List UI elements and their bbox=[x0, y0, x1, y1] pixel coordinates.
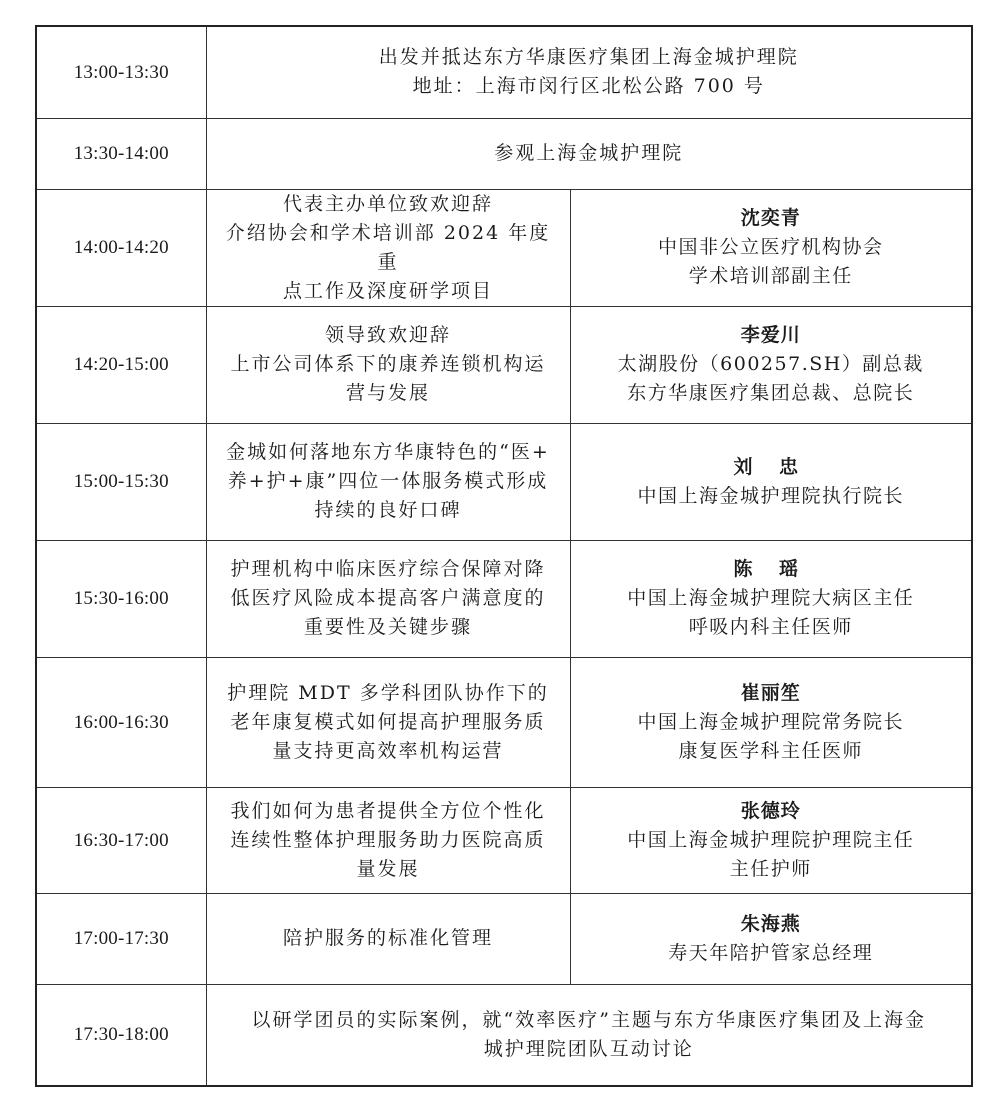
agenda-table bbox=[35, 25, 973, 1087]
agenda-row bbox=[36, 189, 972, 306]
topic-line: 我们如何为患者提供全方位个性化 bbox=[230, 799, 546, 822]
activity-line: 以研学团员的实际案例，就“效率医疗”主题与东方华康医疗集团及上海金 bbox=[251, 1008, 926, 1031]
speaker-name: 朱海燕 bbox=[740, 912, 801, 935]
topic-cell bbox=[206, 423, 570, 540]
topic-line: 重要性及关键步骤 bbox=[303, 616, 472, 638]
speaker-name: 沈奕青 bbox=[740, 207, 801, 229]
time-cell: 17:30-18:00 bbox=[36, 984, 206, 1086]
agenda-row bbox=[36, 787, 972, 893]
activity-line: 参观上海金城护理院 bbox=[494, 142, 684, 164]
speaker-title: 太湖股份（600257.SH）副总裁 bbox=[617, 353, 924, 375]
speaker-title: 中国上海金城护理院大病区主任 bbox=[627, 587, 915, 609]
agenda-row bbox=[36, 118, 972, 189]
agenda-row bbox=[36, 657, 972, 787]
speaker-title: 东方华康医疗集团总裁、总院长 bbox=[627, 382, 915, 404]
agenda-row bbox=[36, 423, 972, 540]
time-cell: 14:00-14:20 bbox=[36, 189, 206, 306]
speaker-title: 呼吸内科主任医师 bbox=[688, 616, 853, 638]
topic-line: 持续的良好口碑 bbox=[314, 499, 462, 521]
activity-line: 地址：上海市闵行区北松公路 700 号 bbox=[412, 75, 765, 98]
speaker-cell bbox=[570, 787, 972, 893]
topic-line: 养+护+康”四位一体服务模式形成 bbox=[227, 470, 549, 492]
activity-cell bbox=[206, 118, 972, 189]
time-cell: 14:20-15:00 bbox=[36, 306, 206, 423]
speaker-name: 刘 忠 bbox=[733, 455, 809, 478]
activity-line: 城护理院团队互动讨论 bbox=[483, 1037, 694, 1060]
agenda-row bbox=[36, 26, 972, 118]
topic-cell bbox=[206, 540, 570, 657]
speaker-cell bbox=[570, 540, 972, 657]
time-cell: 15:00-15:30 bbox=[36, 423, 206, 540]
topic-cell bbox=[206, 787, 570, 893]
speaker-cell bbox=[570, 657, 972, 787]
time-cell: 15:30-16:00 bbox=[36, 540, 206, 657]
speaker-title: 寿天年陪护管家总经理 bbox=[668, 941, 874, 964]
topic-line: 低医疗风险成本提高客户满意度的 bbox=[230, 587, 546, 609]
speaker-cell bbox=[570, 423, 972, 540]
agenda-row bbox=[36, 893, 972, 984]
speaker-title: 中国非公立医疗机构协会 bbox=[658, 236, 884, 258]
topic-line: 老年康复模式如何提高护理服务质 bbox=[230, 710, 546, 733]
topic-line: 营与发展 bbox=[345, 382, 430, 404]
speaker-title: 康复医学科主任医师 bbox=[678, 739, 864, 762]
speaker-cell bbox=[570, 893, 972, 984]
speaker-title: 中国上海金城护理院护理院主任 bbox=[627, 828, 915, 851]
topic-line: 连续性整体护理服务助力医院高质 bbox=[230, 828, 546, 851]
topic-line: 金城如何落地东方华康特色的“医+ bbox=[226, 441, 550, 463]
time-cell: 16:30-17:00 bbox=[36, 787, 206, 893]
agenda-row bbox=[36, 540, 972, 657]
time-cell: 16:00-16:30 bbox=[36, 657, 206, 787]
speaker-name: 陈 瑶 bbox=[733, 558, 809, 580]
agenda-row bbox=[36, 984, 972, 1086]
agenda-row bbox=[36, 306, 972, 423]
topic-line: 护理机构中临床医疗综合保障对降 bbox=[230, 558, 546, 580]
topic-line: 量支持更高效率机构运营 bbox=[272, 739, 504, 762]
activity-line: 出发并抵达东方华康医疗集团上海金城护理院 bbox=[378, 46, 799, 69]
topic-line: 上市公司体系下的康养连锁机构运 bbox=[230, 353, 546, 375]
topic-line: 代表主办单位致欢迎辞 bbox=[282, 192, 493, 215]
speaker-title: 中国上海金城护理院执行院长 bbox=[637, 484, 905, 507]
topic-cell bbox=[206, 306, 570, 423]
activity-cell bbox=[206, 26, 972, 118]
speaker-cell bbox=[570, 306, 972, 423]
time-cell: 13:00-13:30 bbox=[36, 26, 206, 118]
topic-line: 介绍协会和学术培训部 2024 年度重 bbox=[225, 221, 551, 273]
speaker-cell bbox=[570, 189, 972, 306]
speaker-title: 学术培训部副主任 bbox=[688, 265, 853, 287]
topic-cell bbox=[206, 893, 570, 984]
speaker-name: 张德玲 bbox=[740, 799, 801, 822]
activity-cell bbox=[206, 984, 972, 1086]
speaker-title: 主任护师 bbox=[729, 857, 812, 880]
topic-line: 护理院 MDT 多学科团队协作下的 bbox=[227, 681, 549, 704]
time-cell: 13:30-14:00 bbox=[36, 118, 206, 189]
speaker-name: 崔丽笙 bbox=[740, 681, 801, 704]
topic-line: 陪护服务的标准化管理 bbox=[282, 927, 493, 949]
speaker-name: 李爱川 bbox=[740, 324, 801, 346]
topic-line: 量发展 bbox=[356, 857, 420, 880]
topic-line: 领导致欢迎辞 bbox=[324, 324, 451, 346]
speaker-title: 中国上海金城护理院常务院长 bbox=[637, 710, 905, 733]
time-cell: 17:00-17:30 bbox=[36, 893, 206, 984]
topic-line: 点工作及深度研学项目 bbox=[282, 279, 493, 302]
topic-cell bbox=[206, 189, 570, 306]
topic-cell bbox=[206, 657, 570, 787]
